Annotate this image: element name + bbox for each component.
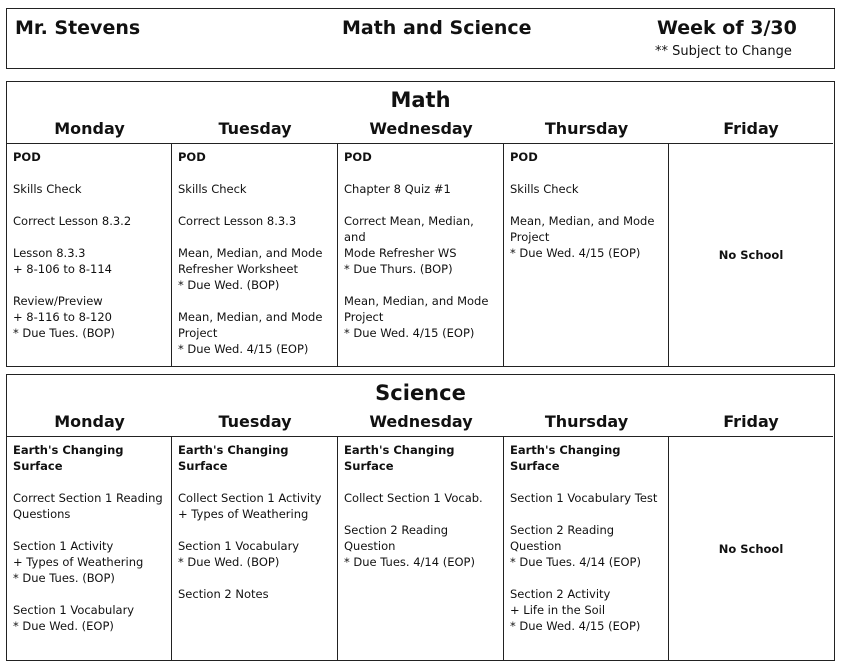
entry-line: Project [344,310,384,324]
cell-entry [344,293,497,341]
science-friday-cell [669,437,833,660]
cell-entry [13,490,165,522]
entry-line: * Due Tues. 4/14 (EOP) [510,555,641,569]
cell-entry [13,181,165,197]
cell-entry [510,586,662,634]
cell-entry [510,213,662,261]
cell-topic [344,149,497,165]
entry-line: Mean, Median, and Mode [178,310,323,324]
cell-topic [13,442,165,474]
entry-line: Section 1 Activity [13,539,114,553]
math-day-friday: Friday [723,119,779,138]
entry-line: * Due Tues. (BOP) [13,571,115,585]
science-friday-no-school: No School [718,541,784,556]
science-monday-cell [7,437,172,660]
entry-line: Correct Lesson 8.3.3 [178,214,297,228]
math-section [6,81,835,367]
entry-line: Project [510,230,550,244]
entry-line: * Due Tues. 4/14 (EOP) [344,555,475,569]
science-section [6,374,835,661]
cell-entry [178,309,331,357]
math-grid [7,143,833,366]
entry-line: Section 2 Reading Question [344,523,449,553]
entry-line: Skills Check [178,182,247,196]
entry-line: * Due Wed. 4/15 (EOP) [510,619,641,633]
science-grid [7,436,833,660]
math-friday-cell [669,144,833,366]
entry-line: * Due Thurs. (BOP) [344,262,453,276]
entry-line: Correct Section 1 Reading [13,491,163,505]
cell-entry [13,602,165,634]
cell-entry [178,586,331,602]
entry-line: Project [178,326,218,340]
cell-entry [13,245,165,277]
cell-entry [344,490,497,506]
cell-entry [510,522,662,570]
cell-entry [510,181,662,197]
entry-line: Section 1 Vocabulary Test [510,491,658,505]
math-friday-no-school: No School [718,248,784,262]
math-thursday-cell [504,144,669,366]
entry-line: POD [13,150,41,164]
cell-entry [344,181,497,197]
entry-line: Mean, Median, and Mode [344,294,489,308]
entry-line: Lesson 8.3.3 [13,246,86,260]
entry-line: Skills Check [510,182,579,196]
entry-line: Correct Mean, Median, and [344,214,474,244]
cell-topic [344,442,497,474]
cell-topic [13,149,165,165]
entry-line: Section 2 Notes [178,587,269,601]
entry-line: + Life in the Soil [510,603,606,617]
science-day-monday: Monday [54,412,125,431]
entry-line: Collect Section 1 Activity [178,491,322,505]
science-day-wednesday: Wednesday [369,412,473,431]
entry-line: Mode Refresher WS [344,246,457,260]
cell-entry [344,213,497,277]
cell-entry [178,538,331,570]
math-tuesday-cell [172,144,338,366]
science-day-thursday: Thursday [544,412,629,431]
entry-line: + Types of Weathering [178,507,309,521]
entry-line: + Types of Weathering [13,555,144,569]
page-header [6,8,835,69]
entry-line: POD [344,150,372,164]
entry-line: Section 1 Vocabulary [178,539,300,553]
cell-entry [13,293,165,341]
page-title: Math and Science [342,17,532,39]
entry-line: Mean, Median, and Mode [178,246,323,260]
entry-line: * Due Wed. 4/15 (EOP) [510,246,641,260]
math-day-monday: Monday [54,119,125,138]
cell-entry [344,522,497,570]
cell-entry [178,213,331,229]
math-day-wednesday: Wednesday [369,119,473,138]
cell-entry [510,490,662,506]
entry-line: Questions [13,507,71,521]
science-tuesday-cell [172,437,338,660]
math-monday-cell [7,144,172,366]
cell-entry [178,245,331,293]
entry-line: Refresher Worksheet [178,262,298,276]
math-title: Math [390,88,451,112]
cell-entry [13,213,165,229]
entry-line: Correct Lesson 8.3.2 [13,214,132,228]
entry-line: * Due Wed. (EOP) [13,619,114,633]
week-label: Week of 3/30 [657,17,797,39]
cell-topic [178,442,331,474]
cell-entry [13,538,165,586]
entry-line: Collect Section 1 Vocab. [344,491,483,505]
entry-line: POD [510,150,538,164]
entry-line: Review/Preview [13,294,103,308]
cell-topic [510,149,662,165]
cell-topic [178,149,331,165]
entry-line: * Due Wed. 4/15 (EOP) [178,342,309,356]
entry-line: Earth's Changing Surface [178,443,289,473]
entry-line: * Due Tues. (BOP) [13,326,115,340]
science-day-tuesday: Tuesday [218,412,292,431]
science-title: Science [375,381,466,405]
entry-line: * Due Wed. (BOP) [178,278,280,292]
entry-line: Skills Check [13,182,82,196]
entry-line: Earth's Changing Surface [344,443,455,473]
entry-line: Section 2 Activity [510,587,611,601]
cell-entry [178,490,331,522]
science-day-friday: Friday [723,412,779,431]
entry-line: + 8-116 to 8-120 [13,310,112,324]
math-day-thursday: Thursday [544,119,629,138]
entry-line: Earth's Changing Surface [510,443,621,473]
math-wednesday-cell [338,144,504,366]
entry-line: Chapter 8 Quiz #1 [344,182,451,196]
entry-line: + 8-106 to 8-114 [13,262,112,276]
subject-to-change-note: ** Subject to Change [655,44,792,59]
entry-line: Mean, Median, and Mode [510,214,655,228]
cell-entry [178,181,331,197]
entry-line: * Due Wed. 4/15 (EOP) [344,326,475,340]
entry-line: Earth's Changing Surface [13,443,124,473]
entry-line: POD [178,150,206,164]
entry-line: * Due Wed. (BOP) [178,555,280,569]
entry-line: Section 2 Reading Question [510,523,615,553]
science-thursday-cell [504,437,669,660]
entry-line: Section 1 Vocabulary [13,603,135,617]
science-wednesday-cell [338,437,504,660]
teacher-name: Mr. Stevens [15,17,141,39]
math-day-tuesday: Tuesday [218,119,292,138]
cell-topic [510,442,662,474]
